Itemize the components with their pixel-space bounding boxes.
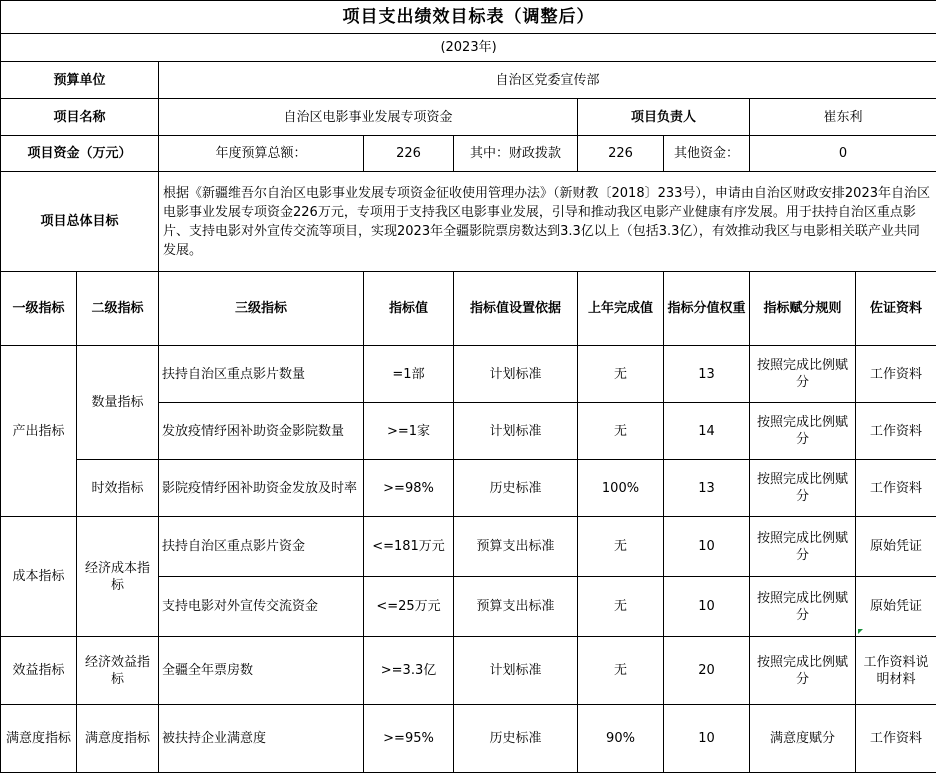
project-funds-row: [1, 136, 936, 172]
table-row: [1, 346, 936, 403]
project-name-value: 自治区电影事业发展专项资金: [159, 99, 578, 136]
level1-satisfaction: 满意度指标: [1, 705, 77, 773]
title-row: [1, 1, 936, 34]
indicator-value: >=98%: [364, 460, 454, 517]
indicator-name: 扶持自治区重点影片资金: [159, 517, 364, 577]
indicator-last-year: 无: [578, 577, 664, 637]
level1-benefit: 效益指标: [1, 637, 77, 705]
indicator-basis: 计划标准: [454, 637, 578, 705]
indicator-name: 影院疫情纾困补助资金发放及时率: [159, 460, 364, 517]
indicator-value: >=3.3亿: [364, 637, 454, 705]
table-row: [1, 705, 936, 773]
indicator-last-year: 无: [578, 517, 664, 577]
overall-goal-row: [1, 172, 936, 272]
header-value: 指标值: [364, 272, 454, 346]
indicator-rule: 满意度赋分: [750, 705, 856, 773]
header-level2: 二级指标: [77, 272, 159, 346]
indicator-name: 被扶持企业满意度: [159, 705, 364, 773]
indicator-weight: 10: [664, 577, 750, 637]
indicator-evidence: 原始凭证: [856, 517, 936, 577]
indicator-name: 支持电影对外宣传交流资金: [159, 577, 364, 637]
indicator-name: 全疆全年票房数: [159, 637, 364, 705]
project-name-label: 项目名称: [1, 99, 159, 136]
indicator-value: >=95%: [364, 705, 454, 773]
budget-unit-label: 预算单位: [1, 62, 159, 99]
annual-budget-value: 226: [364, 136, 454, 172]
indicator-basis: 历史标准: [454, 705, 578, 773]
indicator-last-year: 100%: [578, 460, 664, 517]
fiscal-appropriation-label: 其中：财政拨款: [454, 136, 578, 172]
indicator-basis: 计划标准: [454, 346, 578, 403]
table-title: 项目支出绩效目标表（调整后）: [1, 1, 936, 34]
level2-timeliness: 时效指标: [77, 460, 159, 517]
indicator-value: >=1家: [364, 403, 454, 460]
indicator-value: <=25万元: [364, 577, 454, 637]
indicator-basis: 计划标准: [454, 403, 578, 460]
project-leader-label: 项目负责人: [578, 99, 750, 136]
indicator-basis: 预算支出标准: [454, 577, 578, 637]
indicator-header-row: [1, 272, 936, 346]
indicator-name: 发放疫情纾困补助资金影院数量: [159, 403, 364, 460]
indicator-evidence: 工作资料说明材料: [856, 637, 936, 705]
table-row: [1, 460, 936, 517]
indicator-weight: 10: [664, 517, 750, 577]
header-rule: 指标赋分规则: [750, 272, 856, 346]
header-last-year: 上年完成值: [578, 272, 664, 346]
annual-budget-label: 年度预算总额：: [159, 136, 364, 172]
indicator-name: 扶持自治区重点影片数量: [159, 346, 364, 403]
indicator-basis: 预算支出标准: [454, 517, 578, 577]
level1-cost: 成本指标: [1, 517, 77, 637]
header-evidence: 佐证资料: [856, 272, 936, 346]
header-level1: 一级指标: [1, 272, 77, 346]
indicator-rule: 按照完成比例赋分: [750, 637, 856, 705]
indicator-rule: 按照完成比例赋分: [750, 577, 856, 637]
indicator-last-year: 90%: [578, 705, 664, 773]
indicator-rule: 按照完成比例赋分: [750, 460, 856, 517]
indicator-basis: 历史标准: [454, 460, 578, 517]
indicator-weight: 14: [664, 403, 750, 460]
level1-output: 产出指标: [1, 346, 77, 517]
other-funds-value: 0: [750, 136, 936, 172]
indicator-rule: 按照完成比例赋分: [750, 346, 856, 403]
project-name-row: [1, 99, 936, 136]
indicator-evidence: 原始凭证: [856, 577, 936, 637]
indicator-evidence: 工作资料: [856, 346, 936, 403]
indicator-weight: 10: [664, 705, 750, 773]
level2-economic-cost: 经济成本指标: [77, 517, 159, 637]
project-funds-label: 项目资金（万元）: [1, 136, 159, 172]
indicator-weight: 13: [664, 346, 750, 403]
other-funds-label: 其他资金：: [664, 136, 750, 172]
header-weight: 指标分值权重: [664, 272, 750, 346]
indicator-value: =1部: [364, 346, 454, 403]
overall-goal-label: 项目总体目标: [1, 172, 159, 272]
indicator-rule: 按照完成比例赋分: [750, 517, 856, 577]
indicator-rule: 按照完成比例赋分: [750, 403, 856, 460]
overall-goal-text: 根据《新疆维吾尔自治区电影事业发展专项资金征收使用管理办法》（新财教〔2018〕233号），申请由自治区财政安排2023年自治区电影事业发展专项资金226万元，专项用于支持我区电影事业发展，引导和推动我区电影产业健康有序发展。用于扶持自治区重点影片、支持电影对外宣传交流等项目，实现2023年全疆影院票房数达到3.3亿以上（包括3.3亿），有效推动我区与电影相关联产业共同发展。: [159, 172, 936, 272]
level2-economic-benefit: 经济效益指标: [77, 637, 159, 705]
table-row: [1, 637, 936, 705]
indicator-value: <=181万元: [364, 517, 454, 577]
cell-comment-marker: [858, 629, 863, 634]
level2-quantity: 数量指标: [77, 346, 159, 460]
indicator-last-year: 无: [578, 637, 664, 705]
indicator-evidence: 工作资料: [856, 460, 936, 517]
indicator-weight: 20: [664, 637, 750, 705]
indicator-evidence: 工作资料: [856, 705, 936, 773]
indicator-last-year: 无: [578, 346, 664, 403]
project-leader-value: 崔东利: [750, 99, 936, 136]
indicator-evidence: 工作资料: [856, 403, 936, 460]
table-row: [1, 517, 936, 577]
level2-satisfaction: 满意度指标: [77, 705, 159, 773]
indicator-last-year: 无: [578, 403, 664, 460]
budget-unit-value: 自治区党委宣传部: [159, 62, 936, 99]
header-basis: 指标值设置依据: [454, 272, 578, 346]
fiscal-appropriation-value: 226: [578, 136, 664, 172]
indicator-weight: 13: [664, 460, 750, 517]
header-level3: 三级指标: [159, 272, 364, 346]
table-year: (2023年): [1, 34, 936, 62]
budget-unit-row: [1, 62, 936, 99]
year-row: [1, 34, 936, 62]
